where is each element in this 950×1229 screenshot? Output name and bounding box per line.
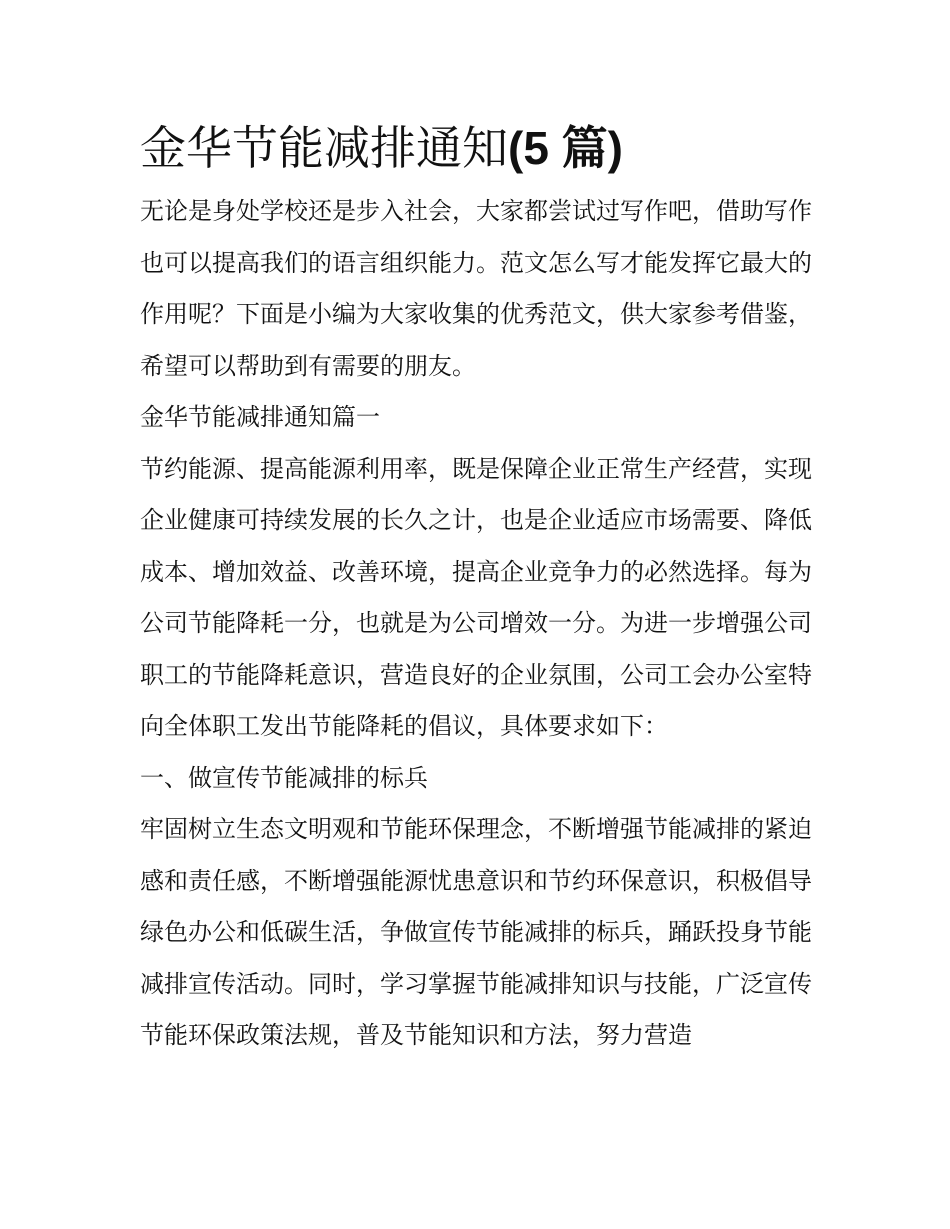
section-heading-part-one: 金华节能减排通知篇一 <box>140 403 380 431</box>
document-title <box>140 118 812 178</box>
section-heading-item-one: 一、做宣传节能减排的标兵 <box>140 763 428 792</box>
body-paragraph-energy-saving: 节约能源、提高能源利用率，既是保障企业正常生产经营，实现企业健康可持续发展的长久之计，也是企业适应市场需要、降低成本、增加效益、改善环境，提高企业竞争力的必然选择。每为公司节能降耗一分，也就是为公司增效一分。为进一步增强公司职工的节能降耗意识，营造良好的企业氛围，公司工会办公室特向全体职工发出节能降耗的倡议，具体要求如下： <box>140 454 812 740</box>
document-page <box>140 118 812 1062</box>
intro-paragraph: 无论是身处学校还是步入社会，大家都尝试过写作吧，借助写作也可以提高我们的语言组织能力。范文怎么写才能发挥它最大的作用呢？下面是小编为大家收集的优秀范文，供大家参考借鉴，希望可以帮助到有需要的朋友。 <box>140 197 812 380</box>
title-main: 金华节能减排通知 <box>140 121 508 175</box>
title-count: (5 篇) <box>508 122 623 174</box>
body-paragraph-propaganda: 牢固树立生态文明观和节能环保理念，不断增强节能减排的紧迫感和责任感，不断增强能源忧患意识和节约环保意识，积极倡导绿色办公和低碳生活，争做宣传节能减排的标兵，踊跃投身节能减排宣传活动。同时，学习掌握节能减排知识与技能，广泛宣传节能环保政策法规，普及节能知识和方法，努力营造 <box>140 815 812 1049</box>
